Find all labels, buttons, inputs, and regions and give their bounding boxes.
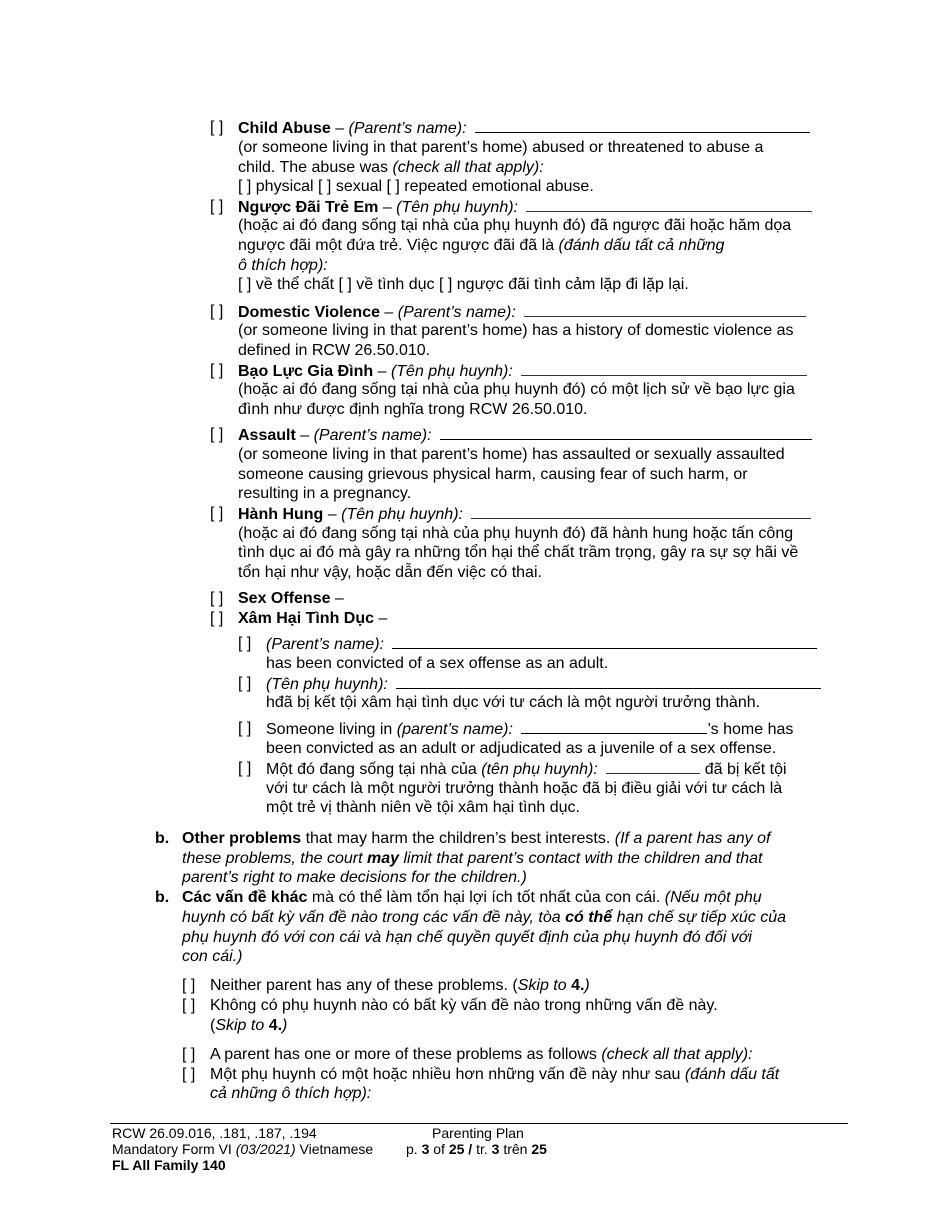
checkbox-one-or-more-vi[interactable]: [ ]: [182, 1066, 196, 1083]
footer-form: Mandatory Form VI (03/2021) Vietnamese: [112, 1141, 374, 1157]
sex-offense-parent-vi-heading: (Tên phụ huynh):: [266, 674, 821, 695]
checkbox-sex-offense-parent-vi[interactable]: [ ]: [238, 675, 252, 692]
assault-line1: (or someone living in that parent’s home) has assaulted or sexually assaulted: [238, 446, 785, 463]
checkbox-child-abuse[interactable]: [ ]: [210, 119, 224, 136]
checkbox-someone-living[interactable]: [ ]: [238, 720, 252, 737]
footer-rcw: RCW 26.09.016, .181, .187, .194: [112, 1125, 317, 1141]
someone-living-vi-line1: với tư cách là một người trưởng thành hoặc đã bị điều giải với tư cách là: [266, 780, 783, 797]
child-abuse-line2: child. The abuse was (check all that apply):: [238, 159, 544, 176]
child-abuse-line1: (or someone living in that parent’s home) abused or threatened to abuse a: [238, 139, 764, 156]
child-abuse-vi-name-field[interactable]: [526, 197, 812, 212]
option-neither-parent-vi: Không có phụ huynh nào có bất kỳ vấn đề nào trong những vấn đề này.: [210, 997, 718, 1014]
domestic-violence-name-field[interactable]: [524, 302, 806, 317]
assault-line2: someone causing grievous physical harm, causing fear of such harm, or: [238, 466, 748, 483]
domestic-violence-heading: Domestic Violence – (Parent’s name):: [238, 302, 806, 323]
footer-doc-title: Parenting Plan: [432, 1125, 524, 1141]
domestic-violence-vi-line2: đình như được định nghĩa trong RCW 26.50.010.: [238, 401, 588, 418]
child-abuse-prompt: (Parent’s name):: [348, 120, 467, 137]
option-one-or-more-vi: Một phụ huynh có một hoặc nhiều hơn những vấn đề này như sau (đánh dấu tất: [210, 1066, 780, 1083]
section-b-vi-line1: Các vấn đề khác mà có thể làm tổn hại lợi ích tốt nhất của con cái. (Nếu một phụ: [182, 889, 762, 906]
checkbox-domestic-violence-vi[interactable]: [ ]: [210, 362, 224, 379]
sex-offense-parent-heading: (Parent’s name):: [266, 634, 817, 655]
someone-living-name-field[interactable]: [521, 719, 707, 734]
option-one-or-more: A parent has one or more of these problems as follows (check all that apply):: [210, 1046, 753, 1063]
sex-offense-parent-line1: has been convicted of a sex offense as an adult.: [266, 655, 609, 672]
domestic-violence-vi-heading: Bạo Lực Gia Đình – (Tên phụ huynh):: [238, 361, 807, 382]
sex-offense-heading: Sex Offense –: [238, 590, 344, 607]
someone-living-line1: been convicted as an adult or adjudicated as a juvenile of a sex offense.: [266, 740, 777, 757]
child-abuse-vi-heading: Ngược Đãi Trẻ Em – (Tên phụ huynh):: [238, 197, 812, 218]
domestic-violence-line2: defined in RCW 26.50.010.: [238, 342, 431, 359]
sex-offense-parent-name-field[interactable]: [392, 634, 817, 649]
footer-code: FL All Family 140: [112, 1157, 226, 1173]
checkbox-child-abuse-vi[interactable]: [ ]: [210, 198, 224, 215]
checkbox-one-or-more[interactable]: [ ]: [182, 1046, 196, 1063]
domestic-violence-vi-title: Bạo Lực Gia Đình: [238, 363, 374, 380]
section-b-vi-line4: con cái.): [182, 948, 243, 965]
checkbox-someone-living-vi[interactable]: [ ]: [238, 760, 252, 777]
assault-name-field[interactable]: [440, 425, 812, 440]
checkbox-domestic-violence[interactable]: [ ]: [210, 303, 224, 320]
child-abuse-name-field[interactable]: [475, 118, 810, 133]
assault-vi-title: Hành Hung: [238, 506, 324, 523]
someone-living-heading: Someone living in (parent’s name): ’s home has: [266, 721, 794, 738]
someone-living-vi-heading: Một đó đang sống tại nhà của (tên phụ huynh): đã bị kết tội: [266, 761, 787, 778]
footer-divider: [110, 1123, 848, 1124]
checkbox-sex-offense[interactable]: [ ]: [210, 590, 224, 607]
child-abuse-vi-line2: ngược đãi một đứa trẻ. Việc ngược đãi đã là (đánh dấu tất cả những: [238, 237, 725, 254]
sex-offense-vi-title: Xâm Hại Tình Dục: [238, 610, 375, 627]
assault-vi-line2: tình dục ai đó mà gây ra những tổn hại thể chất trầm trọng, gây ra sự sợ hãi về: [238, 544, 799, 561]
child-abuse-vi-line3: ô thích hợp):: [238, 257, 328, 274]
section-b-vi-line3: phụ huynh đó với con cái và hạn chế quyền quyết định của phụ huynh đó đối với: [182, 929, 752, 946]
domestic-violence-vi-name-field[interactable]: [521, 361, 807, 376]
section-b-line1: Other problems that may harm the children’s best interests. (If a parent has any of: [182, 830, 771, 847]
assault-vi-line3: tổn hại như vậy, hoặc dẫn đến việc có thai.: [238, 564, 542, 581]
checkbox-sex-offense-vi[interactable]: [ ]: [210, 610, 224, 627]
footer-page-number: p. 3 of 25 / tr. 3 trên 25: [406, 1141, 547, 1157]
checkbox-neither-parent[interactable]: [ ]: [182, 977, 196, 994]
option-neither-parent: Neither parent has any of these problems. (Skip to 4.): [210, 977, 590, 994]
section-b-line2: these problems, the court may limit that parent’s contact with the children and that: [182, 850, 763, 867]
sex-offense-parent-vi-name-field[interactable]: [396, 674, 821, 689]
child-abuse-vi-types[interactable]: [ ] về thể chất [ ] về tình dục [ ] ngược đãi tình cảm lặp đi lặp lại.: [238, 276, 689, 293]
checkbox-sex-offense-parent[interactable]: [ ]: [238, 635, 252, 652]
checkbox-assault-vi[interactable]: [ ]: [210, 505, 224, 522]
assault-vi-line1: (hoặc ai đó đang sống tại nhà của phụ huynh đó) đã hành hung hoặc tấn công: [238, 525, 794, 542]
option-one-or-more-vi-line2: cả những ô thích hợp):: [210, 1085, 372, 1102]
child-abuse-heading: Child Abuse – (Parent’s name):: [238, 118, 810, 139]
option-neither-parent-vi-skip: (Skip to 4.): [210, 1017, 288, 1034]
checkbox-neither-parent-vi[interactable]: [ ]: [182, 997, 196, 1014]
child-abuse-types[interactable]: [ ] physical [ ] sexual [ ] repeated emotional abuse.: [238, 178, 594, 195]
section-b-vi-letter: b.: [155, 889, 170, 906]
someone-living-vi-name-field[interactable]: [606, 759, 700, 774]
assault-vi-name-field[interactable]: [471, 504, 811, 519]
sex-offense-title: Sex Offense: [238, 590, 331, 607]
domestic-violence-title: Domestic Violence: [238, 304, 380, 321]
someone-living-vi-line2: một trẻ vị thành niên về tội xâm hại tình dục.: [266, 799, 580, 816]
section-b-vi-title: Các vấn đề khác: [182, 889, 308, 906]
assault-heading: Assault – (Parent’s name):: [238, 425, 812, 446]
assault-line3: resulting in a pregnancy.: [238, 485, 412, 502]
section-b-line3: parent’s right to make decisions for the children.): [182, 869, 527, 886]
section-b-vi-line2: huynh có bất kỳ vấn đề nào trong các vấn đề này, tòa có thể hạn chế sự tiếp xúc của: [182, 909, 786, 926]
child-abuse-title: Child Abuse: [238, 120, 331, 137]
domestic-violence-vi-line1: (hoặc ai đó đang sống tại nhà của phụ huynh đó) có một lịch sử về bạo lực gia: [238, 381, 795, 398]
child-abuse-vi-title: Ngược Đãi Trẻ Em: [238, 199, 379, 216]
assault-vi-heading: Hành Hung – (Tên phụ huynh):: [238, 504, 811, 525]
sex-offense-parent-vi-line1: hđã bị kết tội xâm hại tình dục với tư cách là một người trưởng thành.: [266, 694, 761, 711]
checkbox-assault[interactable]: [ ]: [210, 426, 224, 443]
child-abuse-vi-line1: (hoặc ai đó đang sống tại nhà của phụ huynh đó) đã ngược đãi hoặc hăm dọa: [238, 217, 792, 234]
domestic-violence-line1: (or someone living in that parent’s home) has a history of domestic violence as: [238, 322, 794, 339]
section-b-title: Other problems: [182, 830, 302, 847]
sex-offense-vi-heading: Xâm Hại Tình Dục –: [238, 610, 388, 627]
section-b-letter: b.: [155, 830, 170, 847]
assault-title: Assault: [238, 427, 296, 444]
